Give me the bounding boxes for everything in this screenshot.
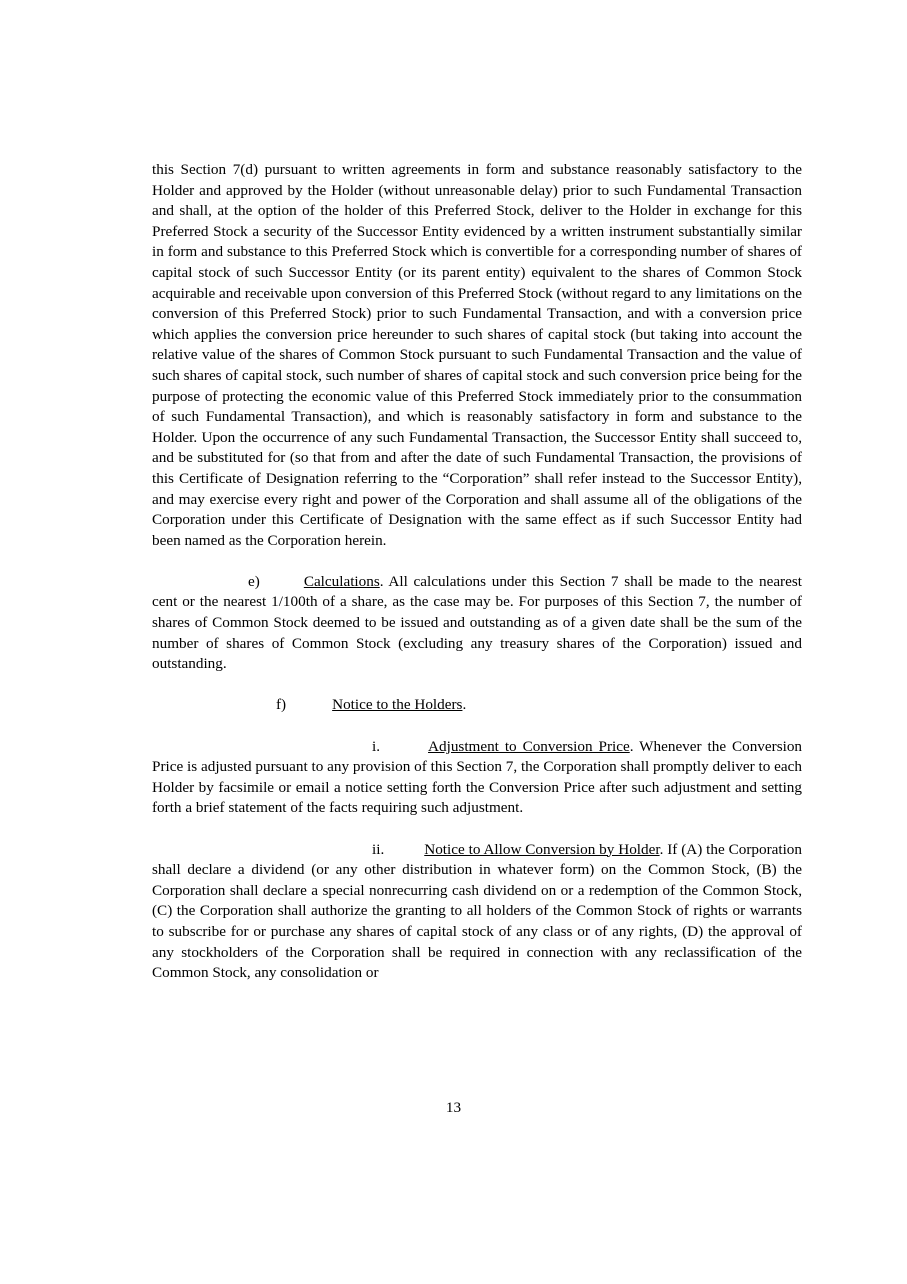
paragraph-notice-to-allow-conversion-text: . If (A) the Corporation shall declare a dividend (or any other distribution in whatever form) on the Common Stock, (B) the Corporation shall declare a special nonrecurring cash dividend on or a redemption of the Common Stock, (C) the Corporation shall authorize the granting to all holders of the Common Stock of rights or warrants to subscribe for or purchase any shares of capital stock of any class or of any rights, (D) the approval of any stockholders of the Corporation shall be required in connection with any reclassification of the Common Stock, any consolidation or [152,840,802,982]
paragraph-notice-to-holders [152,695,802,716]
page-number: 13 [445,1099,462,1116]
heading-notice-to-allow-conversion: Notice to Allow Conversion by Holder [424,840,660,858]
paragraph-continuation: this Section 7(d) pursuant to written agreements in form and substance reasonably satisfactory to the Holder and approved by the Holder (without unreasonable delay) prior to such Fundamental Transaction and shall, at the option of the holder of this Preferred Stock, deliver to the Holder in exchange for this Preferred Stock a security of the Successor Entity evidenced by a written instrument substantially similar in form and substance to this Preferred Stock which is convertible for a corresponding number of shares of capital stock of such Successor Entity (or its parent entity) equivalent to the shares of Common Stock acquirable and receivable upon conversion of this Preferred Stock (without regard to any limitations on the conversion of this Preferred Stock) prior to such Fundamental Transaction, and with a conversion price which applies the conversion price hereunder to such shares of capital stock (but taking into account the relative value of the shares of Common Stock pursuant to such Fundamental Transaction and the value of such shares of capital stock, such number of shares of capital stock and such conversion price being for the purpose of protecting the economic value of this Preferred Stock immediately prior to the consummation of such Fundamental Transaction), and which is reasonably satisfactory in form and substance to the Holder. Upon the occurrence of any such Fundamental Transaction, the Successor Entity shall succeed to, and be substituted for (so that from and after the date of such Fundamental Transaction, the provisions of this Certificate of Designation referring to the “Corporation” shall refer instead to the Successor Entity), and may exercise every right and power of the Corporation and shall assume all of the obligations of the Corporation under this Certificate of Designation with the same effect as if such Successor Entity had been named as the Corporation herein. [152,161,802,549]
list-marker-f: f) [276,696,287,714]
list-marker-e: e) [248,572,260,590]
list-marker-ii: ii. [372,840,385,858]
paragraph-notice-to-allow-conversion [152,840,802,984]
paragraph-notice-to-holders-text: . [462,696,467,714]
heading-calculations: Calculations [303,572,380,590]
heading-adjustment-to-conversion-price: Adjustment to Conversion Price [428,737,630,755]
paragraph-adjustment-to-conversion-price [152,737,802,819]
paragraph-adjustment-text: . Whenever the Conversion Price is adjusted pursuant to any provision of this Section 7, the Corporation shall promptly deliver to each Holder by facsimile or email a notice setting forth the Conversion Price after such adjustment and setting forth a brief statement of the facts requiring such adjustment. [152,737,803,817]
paragraph-calculations [152,572,802,675]
heading-notice-to-holders: Notice to the Holders [332,696,463,714]
list-marker-i: i. [372,737,381,755]
document-body [152,160,802,984]
paragraph-calculations-text: . All calculations under this Section 7 shall be made to the nearest cent or the nearest 1/100th of a share, as the case may be. For purposes of this Section 7, the number of shares of Common Stock deemed to be issued and outstanding as of a given date shall be the sum of the number of shares of Common Stock (excluding any treasury shares of the Corporation) issued and outstanding. [152,572,802,673]
